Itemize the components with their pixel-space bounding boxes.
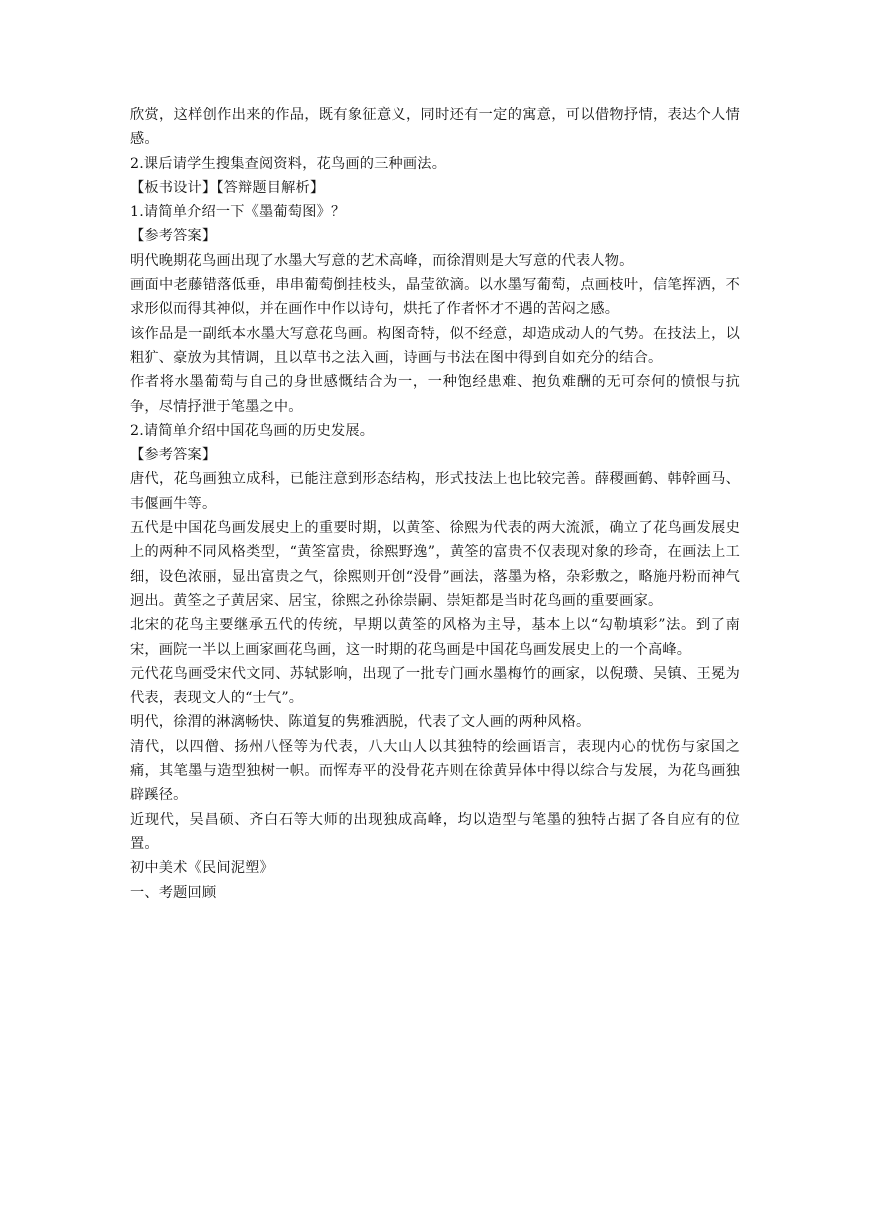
document-body <box>130 103 740 905</box>
lesson-title: 初中美术《民间泥塑》 <box>130 860 274 877</box>
section-heading: 【板书设计】【答辩题目解析】 <box>130 179 325 196</box>
text-paragraph: 2.课后请学生搜集查阅资料，花鸟画的三种画法。 <box>130 155 447 172</box>
text-paragraph: 明代晚期花鸟画出现了水墨大写意的艺术高峰，而徐渭则是大写意的代表人物。 <box>130 252 634 269</box>
answer-heading: 【参考答案】 <box>130 228 217 245</box>
text-paragraph: 北宋的花鸟主要继承五代的传统，早期以黄筌的风格为主导，基本上以“勾勒填彩”法。到了南宋，画院一半以上画家画花鸟画，这一时期的花鸟画是中国花鸟画发展史上的一个高峰。 <box>130 617 740 658</box>
section-heading: 一、考题回顾 <box>130 884 217 901</box>
text-paragraph: 欣赏，这样创作出来的作品，既有象征意义，同时还有一定的寓意，可以借物抒情，表达个人情感。 <box>130 107 740 148</box>
question: 2.请简单介绍中国花鸟画的历史发展。 <box>130 422 375 439</box>
question: 1.请简单介绍一下《墨葡萄图》？ <box>130 204 346 221</box>
text-paragraph: 该作品是一副纸本水墨大写意花鸟画。构图奇特，似不经意，却造成动人的气势。在技法上，以粗犷、豪放为其情调，且以草书之法入画，诗画与书法在图中得到自如充分的结合。 <box>130 325 740 366</box>
answer-heading: 【参考答案】 <box>130 447 217 464</box>
text-paragraph: 画面中老藤错落低垂，串串葡萄倒挂枝头，晶莹欲滴。以水墨写葡萄，点画枝叶，信笔挥洒，不求形似而得其神似，并在画作中作以诗句，烘托了作者怀才不遇的苦闷之感。 <box>130 277 740 318</box>
text-paragraph: 唐代，花鸟画独立成科，已能注意到形态结构，形式技法上也比较完善。薛稷画鹤、韩幹画马、韦偃画牛等。 <box>130 471 740 512</box>
text-paragraph: 明代，徐渭的淋漓畅快、陈道复的隽雅洒脱，代表了文人画的两种风格。 <box>130 714 591 731</box>
text-paragraph: 元代花鸟画受宋代文同、苏轼影响，出现了一批专门画水墨梅竹的画家，以倪瓒、吴镇、王冕为代表，表现文人的“士气”。 <box>130 665 740 707</box>
text-paragraph: 近现代，吴昌硕、齐白石等大师的出现独成高峰，均以造型与笔墨的独特占据了各自应有的位置。 <box>130 811 740 852</box>
text-paragraph: 五代是中国花鸟画发展史上的重要时期，以黄筌、徐熙为代表的两大流派，确立了花鸟画发展史上的两种不同风格类型，“黄筌富贵，徐熙野逸”，黄筌的富贵不仅表现对象的珍奇，在画法上工细，设色浓丽，显出富贵之气，徐熙则开创“没骨”画法，落墨为格，杂彩敷之，略施丹粉而神气迥出。黄筌之子黄居寀、居宝，徐熙之孙徐崇嗣、崇矩都是当时花鸟画的重要画家。 <box>130 520 740 609</box>
text-paragraph: 清代，以四僧、扬州八怪等为代表，八大山人以其独特的绘画语言，表现内心的忧伤与家国之痛，其笔墨与造型独树一帜。而恽寿平的没骨花卉则在徐黄异体中得以综合与发展，为花鸟画独辟蹊径。 <box>130 738 740 804</box>
text-paragraph: 作者将水墨葡萄与自己的身世感慨结合为一，一种饱经患难、抱负难酬的无可奈何的愤恨与抗争，尽情抒泄于笔墨之中。 <box>130 374 740 415</box>
